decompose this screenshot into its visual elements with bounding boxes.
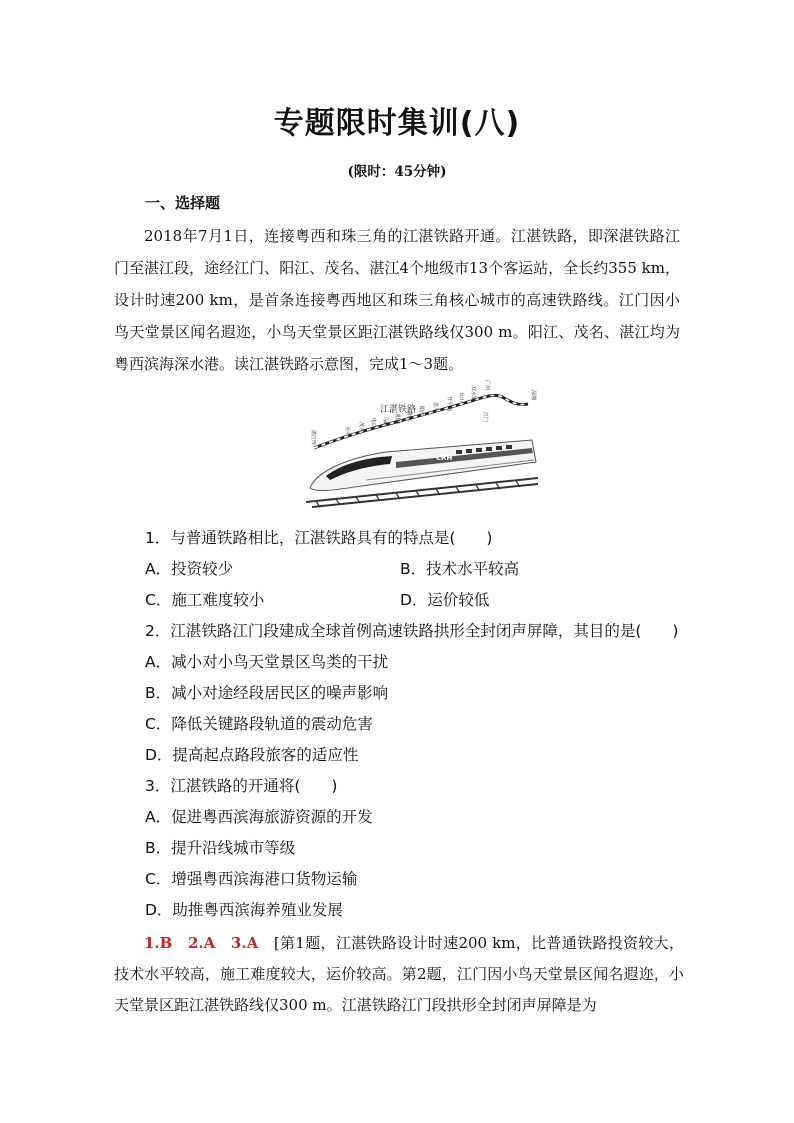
q2-option-d[interactable]: D．提高起点路段旅客的适应性 <box>145 746 359 764</box>
station-label: 江门 <box>482 412 488 423</box>
rail-label: 江湛铁路 <box>380 405 417 415</box>
station-label: 阳西 <box>394 414 400 425</box>
q1-option-b[interactable]: B．技术水平较高 <box>400 560 520 578</box>
answer-key: 1.B 2.A 3.A <box>144 934 259 952</box>
answer-text: [第1题，江湛铁路设计时速200 km，比普通铁路投资较大，技术水平较高，施工难度较大，运价较高。第2题，江门因小鸟天堂景区闻名遐迩，小天堂景区距江湛铁路线仅300 m。江湛铁路江门段拱形全封闭声屏障是为 <box>114 934 684 1014</box>
rail-route-dash <box>314 395 528 448</box>
question-1-stem: 1．与普通铁路相比，江湛铁路具有的特点是( ) <box>145 529 493 547</box>
intro-paragraph: 2018年7月1日，连接粤西和珠三角的江湛铁路开通。江湛铁路，即深湛铁路江门至湛江段，途经江门、阳江、茂名、湛江4个地级市13个客运站，全长约355 km，设计时速200 km，是首条连接粤西地区和珠三角核心城市的高速铁路线。江门因小鸟天堂景区闻名遐迩，小鸟天堂景区距江湛铁路线仅300 m。阳江、茂名、湛江均为粤西滨海深水港。读江湛铁路示意图，完成1～3题。 <box>114 227 680 373</box>
station-label: 湛江西 <box>310 430 316 446</box>
station-label: 吴川 <box>344 426 350 437</box>
section-heading: 一、选择题 <box>145 194 221 212</box>
station-label: 开平南 <box>446 396 452 412</box>
station-label: 茂名 <box>358 422 364 433</box>
station-label: 阳江 <box>418 406 424 417</box>
station-label: 恩平 <box>432 402 438 413</box>
page-title: 专题限时集训(八) <box>273 106 521 141</box>
station-label: 阳东 <box>406 412 412 423</box>
q2-option-a[interactable]: A．减小对小鸟天堂景区鸟类的干扰 <box>145 653 389 671</box>
station-label: 双水镇 <box>470 386 476 402</box>
station-label: 马踏 <box>382 416 388 427</box>
train-brand: CRH <box>436 454 453 462</box>
question-2-stem: 2．江湛铁路江门段建成全球首例高速铁路拱形全封闭声屏障，其目的是( ) <box>145 622 679 640</box>
time-limit: (限时：45分钟) <box>347 164 447 180</box>
station-label: 深圳 <box>530 390 536 401</box>
station-label: 广州 <box>484 380 490 391</box>
station-label: 电白 <box>370 418 376 429</box>
q1-option-a[interactable]: A．投资较少 <box>145 560 234 578</box>
q1-option-d[interactable]: D．运价较低 <box>400 591 490 609</box>
q3-option-c[interactable]: C．增强粤西滨海港口货物运输 <box>145 870 358 888</box>
rail-route <box>314 395 528 448</box>
answer-explanation <box>114 928 684 1021</box>
q3-option-d[interactable]: D．助推粤西滨海养殖业发展 <box>145 901 343 919</box>
q3-option-a[interactable]: A．促进粤西滨海旅游资源的开发 <box>145 808 373 826</box>
station-labels <box>310 380 537 445</box>
railway-map <box>306 376 538 508</box>
q2-option-b[interactable]: B．减小对途经段居民区的噪声影响 <box>145 684 389 702</box>
q3-option-b[interactable]: B．提升沿线城市等级 <box>145 839 296 857</box>
q1-option-c[interactable]: C．施工难度较小 <box>145 591 265 609</box>
q2-option-c[interactable]: C．降低关键路段轨道的震动危害 <box>145 715 373 733</box>
station-label: 台山 <box>458 392 464 403</box>
question-3-stem: 3．江湛铁路的开通将( ) <box>145 777 338 795</box>
high-speed-train <box>310 440 536 491</box>
railway-figure <box>306 376 538 508</box>
